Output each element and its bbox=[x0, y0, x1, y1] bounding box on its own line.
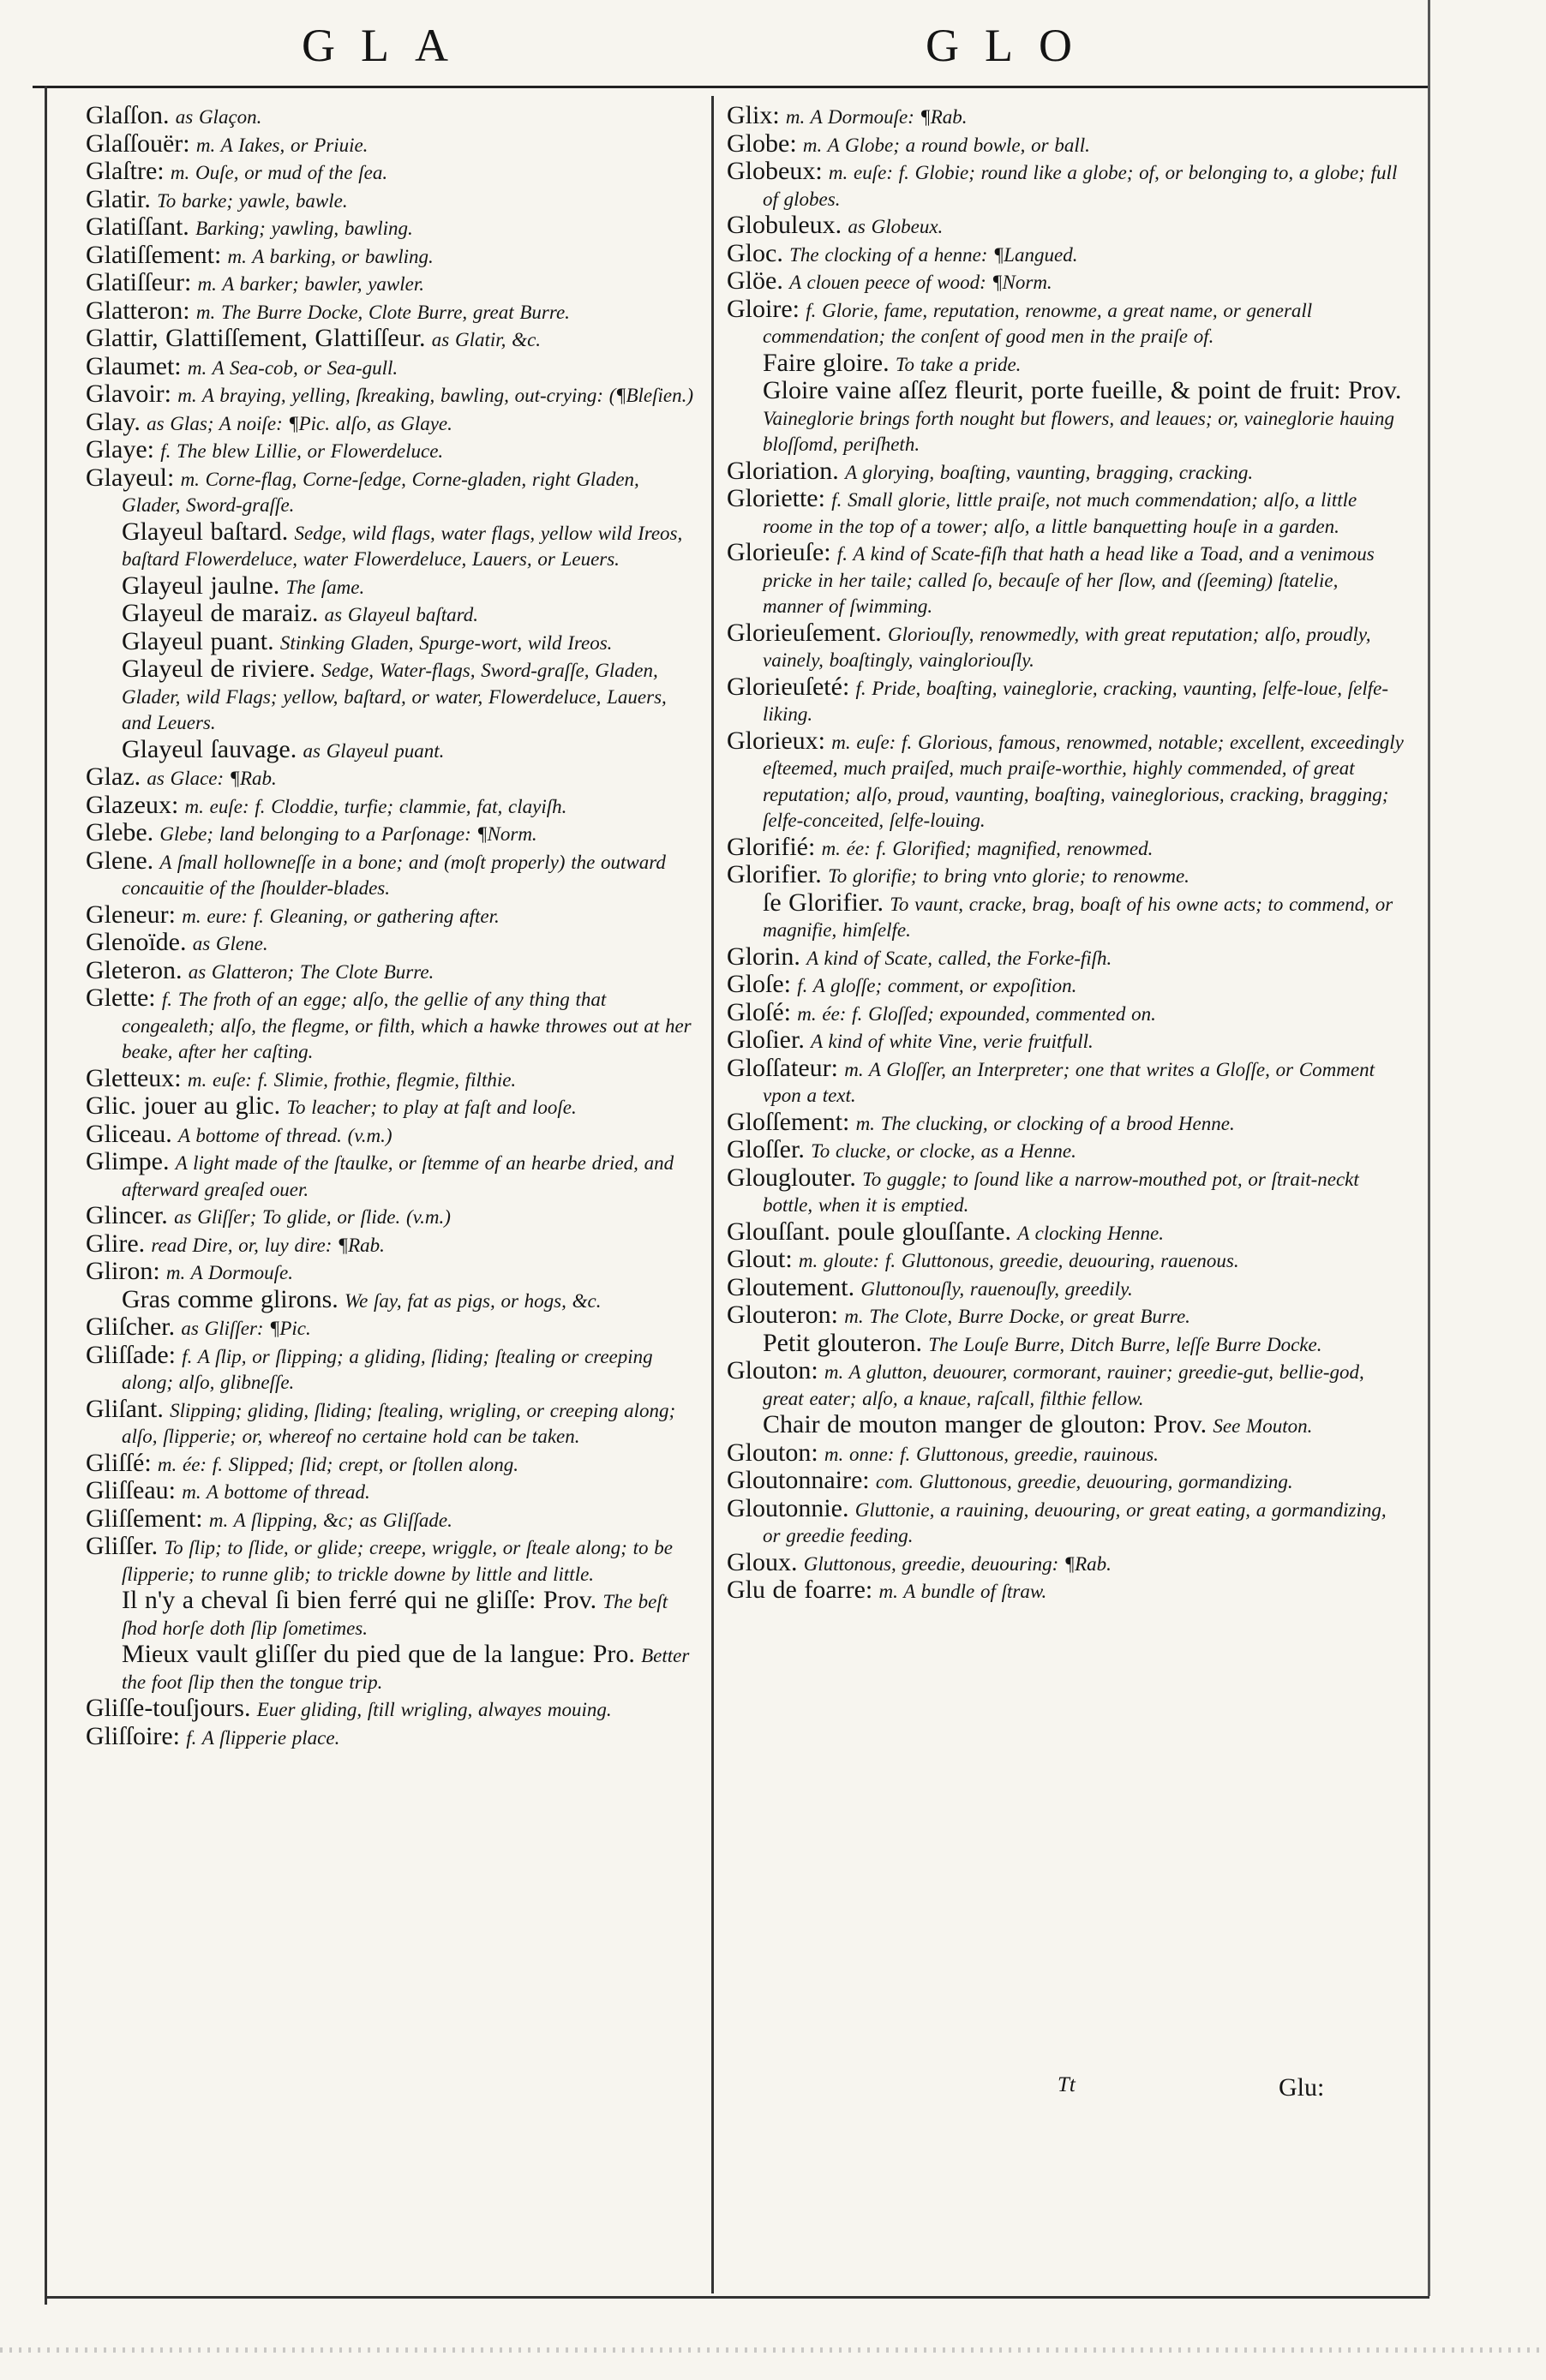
entry-gloss: To guggle; to ſound like a narrow-mouthed pot, or ſtrait-neckt bottle, when it is emptied. bbox=[763, 1168, 1359, 1216]
dictionary-entry bbox=[86, 1093, 701, 1121]
entry-headword: Gloire: bbox=[727, 294, 800, 323]
entry-gloss: Sedge, Water-flags, Sword-graſſe, Gladen, Glader, wild Flags; yellow, baſtard, or water, Flowerdeluce, Lauers, and Leuers. bbox=[122, 660, 667, 733]
dictionary-entry bbox=[86, 1588, 701, 1641]
entry-gloss: as Glace: ¶Rab. bbox=[147, 768, 277, 789]
entry-headword: Gliſſé: bbox=[86, 1448, 152, 1477]
entry-gloss: Gloriouſly, renowmedly, with great reputation; alſo, proudly, vainely, boaſtingly, vaingloriouſly. bbox=[763, 623, 1371, 671]
entry-headword: Glorieuſe: bbox=[727, 538, 831, 566]
entry-gloss: Barking; yawling, bawling. bbox=[195, 218, 413, 239]
entry-gloss: m. ée: f. Slipped; ſlid; crept, or ſtollen along. bbox=[157, 1453, 518, 1475]
entry-gloss: m. A braying, yelling, ſkreaking, bawling, out-crying: (¶Bleſien.) bbox=[177, 385, 694, 406]
dictionary-entry bbox=[727, 1412, 1404, 1440]
entry-headword: Glattir, Glattiſſement, Glattiſſeur. bbox=[86, 324, 426, 352]
entry-gloss: m. A bottome of thread. bbox=[182, 1481, 370, 1503]
dictionary-entry bbox=[727, 540, 1404, 620]
dictionary-entry bbox=[86, 573, 701, 601]
entry-gloss: m. onne: f. Gluttonous, greedie, rauinous. bbox=[824, 1443, 1159, 1465]
entry-headword: Glorieux: bbox=[727, 726, 825, 755]
entry-headword: Gloc. bbox=[727, 238, 783, 267]
entry-gloss: Better the foot ſlip then the tongue trip. bbox=[122, 1645, 690, 1693]
dictionary-entry bbox=[86, 1149, 701, 1203]
dictionary-entry bbox=[727, 944, 1404, 972]
dictionary-entry bbox=[86, 103, 701, 131]
dictionary-entry bbox=[86, 1259, 701, 1287]
entry-headword: Gloſſer. bbox=[727, 1135, 805, 1163]
dictionary-entry bbox=[727, 1328, 1404, 1359]
dictionary-entry bbox=[727, 238, 1404, 269]
entry-gloss: See Mouton. bbox=[1213, 1415, 1313, 1437]
entry-headword: Petit glouteron. bbox=[763, 1328, 922, 1357]
entry-gloss: m. A Sea-cob, or Sea-gull. bbox=[187, 356, 398, 379]
entry-headword: Glayeul puant. bbox=[122, 626, 274, 655]
dictionary-entry bbox=[86, 407, 701, 438]
entry-gloss: m. A bundle of ſtraw. bbox=[878, 1581, 1047, 1602]
entry-headword: Glaſſon. bbox=[86, 101, 170, 129]
entry-gloss: To ſlip; to ſlide, or glide; creepe, wriggle, or ſteale along; to be ſlipperie; to runne glib; to trickle downe by little and little. bbox=[122, 1537, 673, 1585]
entry-headword: Il n'y a cheval ſi bien ferré qui ne gliſſe: Prov. bbox=[122, 1586, 597, 1614]
dictionary-entry bbox=[86, 1203, 701, 1231]
dictionary-entry bbox=[86, 437, 701, 465]
entry-headword: Glorin. bbox=[727, 942, 800, 971]
dictionary-entry bbox=[727, 486, 1404, 540]
dictionary-entry bbox=[727, 158, 1404, 212]
left-column bbox=[86, 103, 701, 1751]
dictionary-entry bbox=[727, 997, 1404, 1028]
entry-gloss: f. Glorie, fame, reputation, renowme, a great name, or generall commendation; the conſent of good men in the praiſe of. bbox=[763, 299, 1313, 347]
entry-gloss: Vaineglorie brings forth nought but flowers, and leaues; or, vaineglorie hauing bloſſomd, periſheth. bbox=[763, 407, 1395, 455]
dictionary-entry bbox=[86, 764, 701, 792]
entry-gloss: as Glatteron; The Clote Burre. bbox=[188, 960, 434, 983]
dictionary-entry bbox=[86, 1695, 701, 1724]
entry-gloss: m. gloute: f. Gluttonous, greedie, deuouring, rauenous. bbox=[798, 1250, 1239, 1271]
page-left-rule bbox=[45, 86, 47, 2305]
dictionary-entry bbox=[86, 131, 701, 159]
entry-gloss: The beſt ſhod horſe doth ſlip ſometimes. bbox=[122, 1591, 668, 1639]
entry-gloss: f. The froth of an egge; alſo, the gellie of any thing that congealeth; alſo, the flegme, or filth, which a hawke throwes out at her beake, after her caſting. bbox=[122, 989, 692, 1062]
dictionary-entry bbox=[727, 1440, 1404, 1468]
dictionary-entry bbox=[86, 1284, 701, 1315]
entry-gloss: as Glayeul baſtard. bbox=[324, 604, 479, 625]
entry-headword: Glire. bbox=[86, 1229, 146, 1258]
entry-headword: Gliron: bbox=[86, 1257, 160, 1285]
dictionary-entry bbox=[86, 1534, 701, 1588]
right-column bbox=[727, 103, 1404, 1606]
entry-gloss: Sedge, wild flags, water flags, yellow wild Ireos, baſtard Flowerdeluce, water Flowerdeluce, Lauers, or Leuers. bbox=[122, 522, 683, 570]
dictionary-entry bbox=[727, 1165, 1404, 1219]
entry-headword: Glatiſſement: bbox=[86, 240, 222, 269]
signature-mark: Tt bbox=[1058, 2073, 1076, 2096]
entry-headword: Faire gloire. bbox=[763, 348, 890, 377]
entry-gloss: f. Small glorie, little praiſe, not much commendation; alſo, a little roome in the top of a tower; alſo, a little banquetting houſe in a garden. bbox=[763, 489, 1357, 537]
entry-gloss: as Glene. bbox=[192, 933, 268, 954]
entry-gloss: f. A kind of Scate-fiſh that hath a head like a Toad, and a venimous pricke in her taile; called ſo, becauſe of her ſlow, and (ſeeming) ſtatelie, manner of ſwimming. bbox=[763, 543, 1375, 617]
entry-headword: Chair de mouton manger de glouton: Prov. bbox=[763, 1410, 1207, 1438]
entry-headword: Gloutonnaire: bbox=[727, 1466, 870, 1494]
entry-gloss: f. The blew Lillie, or Flowerdeluce. bbox=[160, 440, 444, 462]
scan-edge bbox=[0, 2347, 1546, 2353]
entry-gloss: Glebe; land belonging to a Parſonage: ¶Norm. bbox=[159, 823, 537, 845]
entry-gloss: To barke; yawle, bawle. bbox=[157, 189, 348, 212]
entry-headword: Glouſſant. poule glouſſante. bbox=[727, 1217, 1011, 1246]
dictionary-entry bbox=[86, 1721, 701, 1752]
entry-headword: Gloutement. bbox=[727, 1272, 855, 1301]
entry-headword: Gliſſement: bbox=[86, 1504, 203, 1533]
entry-headword: Gletteux: bbox=[86, 1063, 182, 1092]
entry-headword: Mieux vault gliſſer du pied que de la langue: Pro. bbox=[122, 1640, 635, 1668]
dictionary-entry bbox=[86, 820, 701, 848]
entry-headword: Gleneur: bbox=[86, 900, 176, 929]
entry-headword: Gloſſateur: bbox=[727, 1053, 838, 1082]
entry-headword: Glayeul: bbox=[86, 463, 175, 492]
entry-gloss: A clouen peece of wood: ¶Norm. bbox=[789, 272, 1052, 293]
entry-gloss: m. ée: f. Gloſſed; expounded, commented on. bbox=[797, 1002, 1156, 1025]
dictionary-entry bbox=[727, 378, 1404, 458]
dictionary-entry bbox=[727, 1302, 1404, 1331]
dictionary-entry bbox=[727, 674, 1404, 728]
entry-gloss: as Glayeul puant. bbox=[303, 739, 445, 762]
dictionary-entry bbox=[727, 972, 1404, 1000]
dictionary-entry bbox=[86, 1231, 701, 1259]
entry-headword: Glayeul jaulne. bbox=[122, 571, 280, 600]
entry-headword: Glorifier. bbox=[727, 860, 822, 888]
entry-gloss: m. A barker; bawler, yawler. bbox=[197, 273, 424, 295]
entry-gloss: as Glaçon. bbox=[175, 106, 262, 128]
entry-headword: Glout: bbox=[727, 1245, 793, 1273]
entry-headword: Glaſtre: bbox=[86, 157, 165, 185]
entry-gloss: m. ée: f. Glorified; magnified, renowmed. bbox=[821, 837, 1154, 859]
entry-gloss: as Gliſſer; To glide, or ſlide. (v.m.) bbox=[174, 1206, 451, 1228]
entry-gloss: m. The Burre Docke, Clote Burre, great Burre. bbox=[195, 301, 570, 323]
dictionary-entry bbox=[727, 1577, 1404, 1606]
entry-headword: Gloſier. bbox=[727, 1026, 805, 1054]
entry-gloss: A ſmall hollowneſſe in a bone; and (moſt properly) the outward concauitie of the ſhoulder-blades. bbox=[122, 851, 666, 899]
entry-headword: Glayeul de riviere. bbox=[122, 655, 316, 683]
page-right-rule bbox=[1428, 0, 1430, 2296]
column-divider bbox=[711, 96, 714, 2293]
running-head-right: GLO bbox=[926, 20, 1098, 71]
entry-gloss: m. A Iakes, or Priuie. bbox=[195, 134, 369, 156]
dictionary-entry bbox=[86, 184, 701, 215]
entry-gloss: We ſay, fat as pigs, or hogs, &c. bbox=[345, 1289, 602, 1312]
dictionary-entry bbox=[727, 1358, 1404, 1412]
entry-headword: Gliſſoire: bbox=[86, 1721, 180, 1750]
entry-headword: Glayeul baſtard. bbox=[122, 517, 289, 546]
page-bottom-rule bbox=[45, 2296, 1429, 2299]
entry-gloss: com. Gluttonous, greedie, deuouring, gormandizing. bbox=[875, 1471, 1293, 1492]
entry-headword: Glayeul de maraiz. bbox=[122, 599, 319, 627]
entry-gloss: The clocking of a henne: ¶Langued. bbox=[789, 243, 1078, 266]
entry-headword: Glatteron: bbox=[86, 296, 190, 325]
entry-gloss: Gluttonouſly, rauenouſly, greedily. bbox=[860, 1277, 1133, 1300]
dictionary-entry bbox=[727, 620, 1404, 674]
entry-headword: Glouton: bbox=[727, 1438, 818, 1467]
entry-headword: Gliſſade: bbox=[86, 1340, 176, 1369]
entry-headword: Glincer. bbox=[86, 1201, 168, 1229]
entry-gloss: m. Ouſe, or mud of the ſea. bbox=[170, 162, 388, 183]
entry-gloss: m. euſe: f. Cloddie, turfie; clammie, fat, clayiſh. bbox=[184, 795, 567, 817]
entry-gloss: as Gliſſer: ¶Pic. bbox=[181, 1318, 311, 1339]
entry-gloss: m. A Globe; a round bowle, or ball. bbox=[802, 134, 1090, 156]
entry-headword: Gloutonnie. bbox=[727, 1493, 849, 1522]
entry-headword: Gliſcher. bbox=[86, 1313, 176, 1341]
entry-headword: Glenoïde. bbox=[86, 928, 187, 956]
entry-gloss: To glorifie; to bring vnto glorie; to renowme. bbox=[828, 865, 1189, 887]
entry-gloss: m. A Dormouſe: ¶Rab. bbox=[785, 106, 968, 128]
dictionary-entry bbox=[86, 955, 701, 986]
entry-headword: Glouteron: bbox=[727, 1301, 838, 1329]
entry-gloss: To vaunt, cracke, brag, boaſt of his owne acts; to commend, or magnifie, himſelfe. bbox=[763, 893, 1393, 941]
entry-gloss: A clocking Henne. bbox=[1017, 1222, 1165, 1244]
dictionary-entry bbox=[86, 656, 701, 737]
entry-headword: Glazeux: bbox=[86, 790, 179, 819]
entry-headword: Glimpe. bbox=[86, 1147, 170, 1175]
dictionary-entry bbox=[727, 1547, 1404, 1578]
entry-gloss: m. The clucking, or clocking of a brood Henne. bbox=[855, 1112, 1235, 1134]
entry-headword: Gliſſeau: bbox=[86, 1476, 176, 1504]
entry-gloss: Gluttonie, a rauining, deuouring, or great eating, a gormandizing, or greedie feeding. bbox=[763, 1498, 1387, 1546]
entry-headword: Glene. bbox=[86, 846, 154, 875]
entry-headword: Glette: bbox=[86, 984, 156, 1012]
dictionary-entry bbox=[86, 1506, 701, 1534]
entry-headword: Glorieuſement. bbox=[727, 618, 882, 647]
dictionary-entry bbox=[727, 1027, 1404, 1055]
dictionary-entry bbox=[727, 296, 1404, 350]
dictionary-entry bbox=[86, 158, 701, 187]
dictionary-entry bbox=[86, 1396, 701, 1450]
dictionary-entry bbox=[86, 351, 701, 382]
dictionary-entry bbox=[86, 519, 701, 573]
dictionary-entry bbox=[86, 626, 701, 657]
entry-gloss: Euer gliding, ſtill wrigling, alwayes mouing. bbox=[256, 1699, 612, 1720]
entry-gloss: To leacher; to play at faſt and looſe. bbox=[286, 1097, 577, 1118]
entry-headword: Gloriette: bbox=[727, 484, 825, 512]
entry-headword: Glorifié: bbox=[727, 832, 816, 861]
entry-headword: Glavoir: bbox=[86, 380, 171, 408]
dictionary-entry bbox=[86, 214, 701, 242]
entry-gloss: m. eure: f. Gleaning, or gathering after. bbox=[182, 905, 500, 927]
dictionary-entry bbox=[727, 1219, 1404, 1247]
entry-headword: Globeux: bbox=[727, 157, 823, 185]
entry-gloss: m. The Clote, Burre Docke, or great Burre. bbox=[844, 1306, 1190, 1327]
dictionary-entry bbox=[727, 1137, 1404, 1165]
dictionary-entry bbox=[86, 1478, 701, 1506]
entry-headword: Glaumet: bbox=[86, 351, 182, 380]
entry-headword: Gloux. bbox=[727, 1547, 798, 1576]
dictionary-entry bbox=[727, 728, 1404, 834]
dictionary-entry bbox=[86, 381, 701, 410]
dictionary-entry bbox=[86, 298, 701, 326]
entry-gloss: Stinking Gladen, Spurge-wort, wild Ireos. bbox=[279, 631, 613, 654]
entry-headword: Gloſe: bbox=[727, 970, 791, 998]
dictionary-entry bbox=[727, 1055, 1404, 1109]
dictionary-entry bbox=[86, 848, 701, 902]
dictionary-entry bbox=[86, 930, 701, 958]
entry-gloss: as Glas; A noiſe: ¶Pic. alſo, as Glaye. bbox=[147, 412, 452, 434]
entry-headword: Glaye: bbox=[86, 435, 154, 463]
dictionary-entry bbox=[86, 326, 701, 354]
entry-headword: Glebe. bbox=[86, 818, 154, 846]
entry-gloss: f. A ſlipperie place. bbox=[186, 1726, 340, 1749]
dictionary-entry bbox=[727, 103, 1404, 131]
entry-gloss: f. A gloſſe; comment, or expoſition. bbox=[797, 975, 1077, 996]
dictionary-entry bbox=[86, 1314, 701, 1342]
dictionary-entry bbox=[727, 212, 1404, 241]
dictionary-entry bbox=[727, 1468, 1404, 1496]
entry-headword: Glouton: bbox=[727, 1356, 818, 1384]
entry-headword: ſe Glorifier. bbox=[763, 888, 884, 917]
dictionary-entry bbox=[727, 890, 1404, 944]
entry-gloss: A glorying, boaſting, vaunting, bragging, cracking. bbox=[845, 461, 1254, 483]
entry-headword: Gliſſe-touſjours. bbox=[86, 1694, 251, 1722]
dictionary-entry bbox=[86, 1450, 701, 1479]
entry-gloss: read Dire, or, luy dire: ¶Rab. bbox=[151, 1234, 385, 1256]
page-top-rule bbox=[33, 86, 1429, 88]
entry-headword: Gloſé: bbox=[727, 997, 791, 1026]
entry-headword: Globe: bbox=[727, 129, 797, 158]
entry-headword: Glix: bbox=[727, 101, 780, 129]
dictionary-entry bbox=[86, 902, 701, 930]
dictionary-entry bbox=[727, 131, 1404, 159]
entry-headword: Glouglouter. bbox=[727, 1163, 856, 1192]
entry-headword: Glatir. bbox=[86, 184, 151, 213]
dictionary-entry bbox=[727, 350, 1404, 379]
dictionary-entry bbox=[727, 834, 1404, 863]
running-head-left: GLA bbox=[302, 20, 474, 71]
dictionary-entry bbox=[727, 1247, 1404, 1275]
entry-gloss: A kind of white Vine, verie fruitfull. bbox=[811, 1031, 1094, 1052]
entry-headword: Gloire vaine aſſez fleurit, porte fueille, & point de fruit: Prov. bbox=[763, 376, 1402, 404]
entry-gloss: A light made of the ſtaulke, or ſtemme of an hearbe dried, and afterward greaſed ouer. bbox=[122, 1152, 674, 1200]
entry-headword: Glu de foarre: bbox=[727, 1576, 873, 1604]
entry-gloss: A bottome of thread. (v.m.) bbox=[178, 1124, 392, 1146]
dictionary-entry bbox=[86, 1063, 701, 1094]
entry-gloss: m. euſe: f. Glorious, famous, renowmed, notable; excellent, exceedingly eſteemed, much praiſed, much praiſe-worthie, highly commended, of great reputation; alſo, proud, vaunting, boaſting, vaineglorious, cracking, bragging; ſelfe-conceited, ſelfe-louing. bbox=[763, 731, 1404, 831]
dictionary-entry bbox=[727, 1109, 1404, 1138]
dictionary-entry bbox=[727, 1493, 1404, 1550]
dictionary-entry bbox=[727, 268, 1404, 296]
dictionary-entry bbox=[86, 985, 701, 1066]
entry-headword: Gliſſer. bbox=[86, 1532, 159, 1560]
entry-gloss: m. A ſlipping, &c; as Gliſſade. bbox=[208, 1509, 452, 1531]
dictionary-entry bbox=[86, 734, 701, 765]
entry-headword: Glatiſſeur: bbox=[86, 268, 192, 296]
entry-headword: Glic. jouer au glic. bbox=[86, 1091, 281, 1120]
entry-gloss: as Globeux. bbox=[848, 216, 944, 237]
dictionary-entry bbox=[86, 1342, 701, 1396]
dictionary-entry bbox=[86, 601, 701, 629]
entry-headword: Gliceau. bbox=[86, 1119, 172, 1148]
entry-gloss: f. A ſlip, or ſlipping; a gliding, ſliding; ſtealing or creeping along; alſo, glibneſſe. bbox=[122, 1345, 653, 1393]
entry-headword: Glayeul ſauvage. bbox=[122, 734, 297, 763]
entry-gloss: A kind of Scate, called, the Forke-fiſh. bbox=[806, 947, 1112, 969]
catchword: Glu: bbox=[1279, 2073, 1325, 2102]
entry-gloss: To clucke, or clocke, as a Henne. bbox=[811, 1140, 1076, 1162]
entry-gloss: Slipping; gliding, ſliding; ſtealing, wrigling, or creeping along; alſo, ſlipperie; or, whereof no certaine hold can be taken. bbox=[122, 1399, 676, 1447]
entry-gloss: m. euſe: f. Globie; round like a globe; of, or belonging to, a globe; full of globes. bbox=[763, 162, 1398, 210]
entry-headword: Glöe. bbox=[727, 266, 783, 295]
entry-headword: Glaſſouër: bbox=[86, 129, 190, 158]
dictionary-entry bbox=[86, 1121, 701, 1150]
entry-gloss: m. euſe: f. Slimie, frothie, flegmie, filthie. bbox=[187, 1068, 517, 1091]
entry-headword: Glaz. bbox=[86, 762, 141, 791]
entry-headword: Glatiſſant. bbox=[86, 212, 189, 241]
entry-headword: Globuleux. bbox=[727, 211, 842, 239]
dictionary-entry bbox=[86, 792, 701, 821]
dictionary-entry bbox=[86, 465, 701, 519]
dictionary-entry bbox=[86, 242, 701, 271]
entry-gloss: m. A Gloſſer, an Interpreter; one that writes a Gloſſe, or Comment vpon a text. bbox=[763, 1058, 1375, 1106]
entry-gloss: as Glatir, &c. bbox=[431, 329, 542, 350]
entry-gloss: m. Corne-flag, Corne-ſedge, Corne-gladen, right Gladen, Glader, Sword-graſſe. bbox=[122, 468, 639, 516]
entry-gloss: m. A glutton, deuourer, cormorant, rauiner; greedie-gut, bellie-god, great eater; alſo, a knaue, raſcall, filthie fellow. bbox=[763, 1361, 1364, 1409]
entry-headword: Glay. bbox=[86, 407, 141, 436]
entry-gloss: The ſame. bbox=[285, 576, 365, 598]
entry-headword: Gliſant. bbox=[86, 1394, 164, 1423]
dictionary-entry bbox=[727, 1272, 1404, 1303]
entry-gloss: m. A Dormouſe. bbox=[165, 1262, 294, 1283]
dictionary-entry bbox=[86, 1641, 701, 1695]
entry-headword: Glorieuſeté: bbox=[727, 672, 850, 701]
entry-gloss: To take a pride. bbox=[895, 353, 1022, 375]
entry-gloss: f. Pride, boaſting, vaineglorie, cracking, vaunting, ſelfe-loue, ſelfe-liking. bbox=[763, 677, 1388, 725]
dictionary-entry bbox=[727, 458, 1404, 487]
entry-headword: Gloriation. bbox=[727, 456, 839, 485]
dictionary-entry bbox=[727, 862, 1404, 890]
dictionary-entry bbox=[86, 270, 701, 298]
entry-headword: Gloſſement: bbox=[727, 1107, 850, 1136]
entry-gloss: Gluttonous, greedie, deuouring: ¶Rab. bbox=[803, 1552, 1112, 1575]
entry-gloss: The Louſe Burre, Ditch Burre, leſſe Burre Docke. bbox=[928, 1333, 1322, 1355]
entry-headword: Gras comme glirons. bbox=[122, 1284, 339, 1313]
entry-headword: Gleteron. bbox=[86, 955, 183, 984]
entry-gloss: m. A barking, or bawling. bbox=[227, 245, 434, 267]
